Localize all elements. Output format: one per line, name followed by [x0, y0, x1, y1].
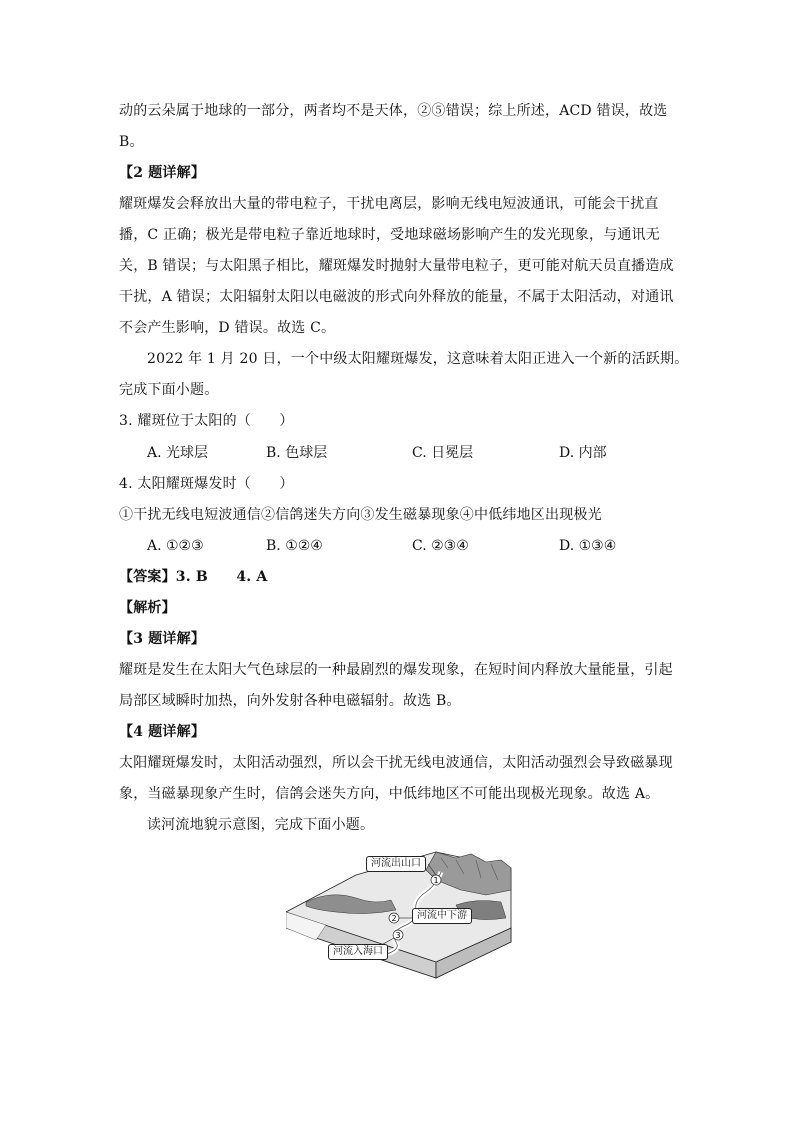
section-heading: 【解析】	[119, 600, 176, 616]
question-3: 3. 耀斑位于太阳的（ ）	[119, 413, 294, 429]
q3-option-b: B. 色球层	[266, 445, 328, 461]
text-line: 耀斑是发生在太阳大气色球层的一种最剧烈的爆发现象，在短时间内释放大量能量，引起	[119, 662, 673, 678]
label-river-estuary: 河流入海口	[328, 944, 388, 960]
section-heading: 【2 题详解】	[119, 165, 206, 181]
mark-3: 3	[395, 931, 401, 940]
text-line: 耀斑爆发会释放出大量的带电粒子，干扰电离层，影响无线电短波通讯，可能会干扰直	[119, 196, 659, 212]
text-line: B。	[119, 134, 144, 150]
text-line: 动的云朵属于地球的一部分，两者均不是天体，②⑤错误；综上所述，ACD 错误，故选	[119, 103, 668, 119]
answer-line: 【答案】3. B 4. A	[119, 569, 268, 585]
text-line: 读河流地貌示意图，完成下面小题。	[147, 817, 375, 833]
text-line: ①干扰无线电短波通信②信鸽迷失方向③发生磁暴现象④中低纬地区出现极光	[119, 507, 602, 523]
q4-option-a: A. ①②③	[147, 538, 204, 554]
label-river-mountain-outlet: 河流出山口	[366, 856, 426, 872]
mark-1: 1	[433, 876, 439, 885]
text-line: 播，C 正确；极光是带电粒子靠近地球时，受地球磁场影响产生的发光现象，与通讯无	[119, 227, 660, 243]
label-river-middle-lower: 河流中下游	[412, 908, 472, 924]
text-line: 2022 年 1 月 20 日，一个中级太阳耀斑爆发，这意味着太阳正进入一个新的活跃期。	[147, 351, 689, 367]
q4-option-d: D. ①③④	[559, 538, 617, 554]
q4-option-c: C. ②③④	[412, 538, 469, 554]
mark-2: 2	[391, 914, 397, 923]
q3-option-d: D. 内部	[559, 445, 607, 461]
section-heading: 【4 题详解】	[119, 724, 206, 740]
text-line: 象，当磁暴现象产生时，信鸽会迷失方向，中低纬地区不可能出现极光现象。故选 A。	[119, 786, 660, 802]
text-line: 关，B 错误；与太阳黑子相比，耀斑爆发时抛射大量带电粒子，更可能对航天员直播造成	[119, 258, 674, 274]
q4-option-b: B. ①②④	[266, 538, 323, 554]
text-line: 局部区域瞬时加热，向外发射各种电磁辐射。故选 B。	[119, 693, 461, 709]
q3-option-a: A. 光球层	[147, 445, 209, 461]
question-4: 4. 太阳耀斑爆发时（ ）	[119, 476, 294, 492]
q3-option-c: C. 日冕层	[412, 445, 474, 461]
text-line: 不会产生影响，D 错误。故选 C。	[119, 320, 336, 336]
text-line: 完成下面小题。	[119, 382, 219, 398]
text-line: 干扰，A 错误；太阳辐射太阳以电磁波的形式向外释放的能量，不属于太阳活动，对通讯	[119, 289, 674, 305]
section-heading: 【3 题详解】	[119, 631, 206, 647]
text-line: 太阳耀斑爆发时，太阳活动强烈，所以会干扰无线电波通信，太阳活动强烈会导致磁暴现	[119, 755, 673, 771]
river-landform-figure	[286, 850, 516, 980]
